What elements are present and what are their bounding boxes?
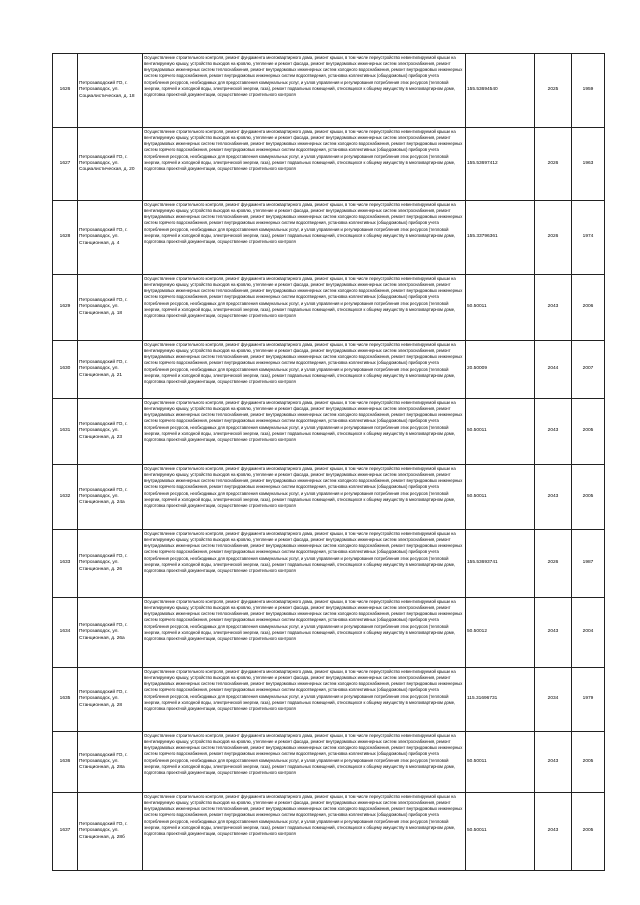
row-number-cell: 1630 (53, 341, 78, 399)
row-number-cell: 1627 (53, 128, 78, 201)
table-row (53, 732, 605, 793)
work-list-cell: Осуществление строительного контроля, ремонт фундамента многоквартирного дома, ремонт крыши, в том числе переустройство невентилируемой крыши на вентилируемую крышу, устройство выходов на кровлю, утепление и ремонт фасада, ремонт внутридомовых инженерных систем электроснабжения, ремонт внутридомовых инженерных систем теплоснабжения, ремонт внутридомовых инженерных систем холодного водоснабжения, ремонт внутридомовых инженерных систем горячего водоснабжения, ремонт внутридомовых инженерных систем водоотведения, установка коллективных (общедомовых) приборов учета потребления ресурсов, необходимых для предоставления коммунальных услуг, и узлов управления и регулирования потребления этих ресурсов (тепловой энергии, горячей и холодной воды, электрической энергии, газа), ремонт подвальных помещений, относящихся к общему имуществу в многоквартирном доме, подготовка проектной документации, осуществление строительного контроля (143, 530, 466, 598)
table-row (53, 128, 605, 201)
built-year-cell: 1959 (572, 54, 605, 128)
built-year-cell: 2007 (572, 341, 605, 399)
row-number-cell: 1626 (53, 54, 78, 128)
table-row (53, 201, 605, 275)
address-cell: Петрозаводский ГО, г. Петрозаводск, ул. Станционная, д. 21 (78, 341, 143, 399)
cost-cell: 155.53693741 (466, 530, 535, 598)
planned-year-cell: 2043 (535, 793, 572, 871)
built-year-cell: 2005 (572, 399, 605, 465)
planned-year-cell: 2043 (535, 598, 572, 668)
table-row (53, 668, 605, 732)
work-list-cell: Осуществление строительного контроля, ремонт фундамента многоквартирного дома, ремонт крыши, в том числе переустройство невентилируемой крыши на вентилируемую крышу, устройство выходов на кровлю, утепление и ремонт фасада, ремонт внутридомовых инженерных систем электроснабжения, ремонт внутридомовых инженерных систем теплоснабжения, ремонт внутридомовых инженерных систем холодного водоснабжения, ремонт внутридомовых инженерных систем горячего водоснабжения, ремонт внутридомовых инженерных систем водоотведения, установка коллективных (общедомовых) приборов учета потребления ресурсов, необходимых для предоставления коммунальных услуг, и узлов управления и регулирования потребления этих ресурсов (тепловой энергии, горячей и холодной воды, электрической энергии, газа), ремонт подвальных помещений, относящихся к общему имуществу в многоквартирном доме, подготовка проектной документации, осуществление строительного контроля (143, 275, 466, 341)
address-cell: Петрозаводский ГО, г. Петрозаводск, ул. Социалистическая, д. 20 (78, 128, 143, 201)
built-year-cell: 1979 (572, 668, 605, 732)
planned-year-cell: 2043 (535, 275, 572, 341)
work-list-cell: Осуществление строительного контроля, ремонт фундамента многоквартирного дома, ремонт крыши, в том числе переустройство невентилируемой крыши на вентилируемую крышу, устройство выходов на кровлю, утепление и ремонт фасада, ремонт внутридомовых инженерных систем электроснабжения, ремонт внутридомовых инженерных систем теплоснабжения, ремонт внутридомовых инженерных систем холодного водоснабжения, ремонт внутридомовых инженерных систем горячего водоснабжения, ремонт внутридомовых инженерных систем водоотведения, установка коллективных (общедомовых) приборов учета потребления ресурсов, необходимых для предоставления коммунальных услуг, и узлов управления и регулирования потребления этих ресурсов (тепловой энергии, горячей и холодной воды, электрической энергии, газа), ремонт подвальных помещений, относящихся к общему имуществу в многоквартирном доме, подготовка проектной документации, осуществление строительного контроля (143, 732, 466, 793)
planned-year-cell: 2043 (535, 732, 572, 793)
work-list-cell: Осуществление строительного контроля, ремонт фундамента многоквартирного дома, ремонт крыши, в том числе переустройство невентилируемой крыши на вентилируемую крышу, устройство выходов на кровлю, утепление и ремонт фасада, ремонт внутридомовых инженерных систем электроснабжения, ремонт внутридомовых инженерных систем теплоснабжения, ремонт внутридомовых инженерных систем холодного водоснабжения, ремонт внутридомовых инженерных систем горячего водоснабжения, ремонт внутридомовых инженерных систем водоотведения, установка коллективных (общедомовых) приборов учета потребления ресурсов, необходимых для предоставления коммунальных услуг, и узлов управления и регулирования потребления этих ресурсов (тепловой энергии, горячей и холодной воды, электрической энергии, газа), ремонт подвальных помещений, относящихся к общему имуществу в многоквартирном доме, подготовка проектной документации, осуществление строительного контроля (143, 128, 466, 201)
row-number-cell: 1631 (53, 399, 78, 465)
address-cell: Петрозаводский ГО, г. Петрозаводск, ул. Станционная, д. 23 (78, 399, 143, 465)
capital-repair-table (52, 53, 605, 871)
address-cell: Петрозаводский ГО, г. Петрозаводск, ул. Социалистическая, д. 18 (78, 54, 143, 128)
built-year-cell: 1987 (572, 530, 605, 598)
built-year-cell: 1974 (572, 201, 605, 275)
planned-year-cell: 2025 (535, 54, 572, 128)
table-row (53, 793, 605, 871)
address-cell: Петрозаводский ГО, г. Петрозаводск, ул. Станционная, д. 28б (78, 793, 143, 871)
planned-year-cell: 2044 (535, 341, 572, 399)
address-cell: Петрозаводский ГО, г. Петрозаводск, ул. Станционная, д. 28 (78, 668, 143, 732)
built-year-cell: 2004 (572, 598, 605, 668)
built-year-cell: 2005 (572, 465, 605, 530)
built-year-cell: 2005 (572, 793, 605, 871)
planned-year-cell: 2043 (535, 465, 572, 530)
table-row (53, 530, 605, 598)
row-number-cell: 1629 (53, 275, 78, 341)
built-year-cell: 2005 (572, 732, 605, 793)
cost-cell: 20.50009 (466, 341, 535, 399)
built-year-cell: 2006 (572, 275, 605, 341)
cost-cell: 50.50012 (466, 598, 535, 668)
cost-cell: 155.53697412 (466, 128, 535, 201)
work-list-cell: Осуществление строительного контроля, ремонт фундамента многоквартирного дома, ремонт крыши, в том числе переустройство невентилируемой крыши на вентилируемую крышу, устройство выходов на кровлю, утепление и ремонт фасада, ремонт внутридомовых инженерных систем электроснабжения, ремонт внутридомовых инженерных систем теплоснабжения, ремонт внутридомовых инженерных систем холодного водоснабжения, ремонт внутридомовых инженерных систем горячего водоснабжения, ремонт внутридомовых инженерных систем водоотведения, установка коллективных (общедомовых) приборов учета потребления ресурсов, необходимых для предоставления коммунальных услуг, и узлов управления и регулирования потребления этих ресурсов (тепловой энергии, горячей и холодной воды, электрической энергии, газа), ремонт подвальных помещений, относящихся к общему имуществу в многоквартирном доме, подготовка проектной документации, осуществление строительного контроля (143, 341, 466, 399)
cost-cell: 50.50011 (466, 465, 535, 530)
table-row (53, 275, 605, 341)
work-list-cell: Осуществление строительного контроля, ремонт фундамента многоквартирного дома, ремонт крыши, в том числе переустройство невентилируемой крыши на вентилируемую крышу, устройство выходов на кровлю, утепление и ремонт фасада, ремонт внутридомовых инженерных систем электроснабжения, ремонт внутридомовых инженерных систем теплоснабжения, ремонт внутридомовых инженерных систем холодного водоснабжения, ремонт внутридомовых инженерных систем горячего водоснабжения, ремонт внутридомовых инженерных систем водоотведения, установка коллективных (общедомовых) приборов учета потребления ресурсов, необходимых для предоставления коммунальных услуг, и узлов управления и регулирования потребления этих ресурсов (тепловой энергии, горячей и холодной воды, электрической энергии, газа), ремонт подвальных помещений, относящихся к общему имуществу в многоквартирном доме, подготовка проектной документации, осуществление строительного контроля (143, 598, 466, 668)
planned-year-cell: 2026 (535, 530, 572, 598)
work-list-cell: Осуществление строительного контроля, ремонт фундамента многоквартирного дома, ремонт крыши, в том числе переустройство невентилируемой крыши на вентилируемую крышу, устройство выходов на кровлю, утепление и ремонт фасада, ремонт внутридомовых инженерных систем электроснабжения, ремонт внутридомовых инженерных систем теплоснабжения, ремонт внутридомовых инженерных систем холодного водоснабжения, ремонт внутридомовых инженерных систем горячего водоснабжения, ремонт внутридомовых инженерных систем водоотведения, установка коллективных (общедомовых) приборов учета потребления ресурсов, необходимых для предоставления коммунальных услуг, и узлов управления и регулирования потребления этих ресурсов (тепловой энергии, горячей и холодной воды, электрической энергии, газа), ремонт подвальных помещений, относящихся к общему имуществу в многоквартирном доме, подготовка проектной документации, осуществление строительного контроля (143, 793, 466, 871)
work-list-cell: Осуществление строительного контроля, ремонт фундамента многоквартирного дома, ремонт крыши, в том числе переустройство невентилируемой крыши на вентилируемую крышу, устройство выходов на кровлю, утепление и ремонт фасада, ремонт внутридомовых инженерных систем электроснабжения, ремонт внутридомовых инженерных систем теплоснабжения, ремонт внутридомовых инженерных систем холодного водоснабжения, ремонт внутридомовых инженерных систем горячего водоснабжения, ремонт внутридомовых инженерных систем водоотведения, установка коллективных (общедомовых) приборов учета потребления ресурсов, необходимых для предоставления коммунальных услуг, и узлов управления и регулирования потребления этих ресурсов (тепловой энергии, горячей и холодной воды, электрической энергии, газа), ремонт подвальных помещений, относящихся к общему имуществу в многоквартирном доме, подготовка проектной документации, осуществление строительного контроля (143, 465, 466, 530)
cost-cell: 50.50011 (466, 793, 535, 871)
work-list-cell: Осуществление строительного контроля, ремонт фундамента многоквартирного дома, ремонт крыши, в том числе переустройство невентилируемой крыши на вентилируемую крышу, устройство выходов на кровлю, утепление и ремонт фасада, ремонт внутридомовых инженерных систем электроснабжения, ремонт внутридомовых инженерных систем теплоснабжения, ремонт внутридомовых инженерных систем холодного водоснабжения, ремонт внутридомовых инженерных систем горячего водоснабжения, ремонт внутридомовых инженерных систем водоотведения, установка коллективных (общедомовых) приборов учета потребления ресурсов, необходимых для предоставления коммунальных услуг, и узлов управления и регулирования потребления этих ресурсов (тепловой энергии, горячей и холодной воды, электрической энергии, газа), ремонт подвальных помещений, относящихся к общему имуществу в многоквартирном доме, подготовка проектной документации, осуществление строительного контроля (143, 399, 466, 465)
planned-year-cell: 2043 (535, 399, 572, 465)
row-number-cell: 1632 (53, 465, 78, 530)
address-cell: Петрозаводский ГО, г. Петрозаводск, ул. Станционная, д. 28а (78, 732, 143, 793)
cost-cell: 155.53694540 (466, 54, 535, 128)
cost-cell: 50.50011 (466, 732, 535, 793)
cost-cell: 50.50011 (466, 275, 535, 341)
cost-cell: 155.33796361 (466, 201, 535, 275)
built-year-cell: 1963 (572, 128, 605, 201)
table-body (53, 54, 605, 871)
table-row (53, 598, 605, 668)
row-number-cell: 1628 (53, 201, 78, 275)
row-number-cell: 1635 (53, 668, 78, 732)
cost-cell: 115.31696731 (466, 668, 535, 732)
planned-year-cell: 2026 (535, 201, 572, 275)
table-row (53, 465, 605, 530)
row-number-cell: 1633 (53, 530, 78, 598)
table-row (53, 399, 605, 465)
row-number-cell: 1637 (53, 793, 78, 871)
table-row (53, 341, 605, 399)
work-list-cell: Осуществление строительного контроля, ремонт фундамента многоквартирного дома, ремонт крыши, в том числе переустройство невентилируемой крыши на вентилируемую крышу, устройство выходов на кровлю, утепление и ремонт фасада, ремонт внутридомовых инженерных систем электроснабжения, ремонт внутридомовых инженерных систем теплоснабжения, ремонт внутридомовых инженерных систем холодного водоснабжения, ремонт внутридомовых инженерных систем горячего водоснабжения, ремонт внутридомовых инженерных систем водоотведения, установка коллективных (общедомовых) приборов учета потребления ресурсов, необходимых для предоставления коммунальных услуг, и узлов управления и регулирования потребления этих ресурсов (тепловой энергии, горячей и холодной воды, электрической энергии, газа), ремонт подвальных помещений, относящихся к общему имуществу в многоквартирном доме, подготовка проектной документации, осуществление строительного контроля (143, 668, 466, 732)
work-list-cell: Осуществление строительного контроля, ремонт фундамента многоквартирного дома, ремонт крыши, в том числе переустройство невентилируемой крыши на вентилируемую крышу, устройство выходов на кровлю, утепление и ремонт фасада, ремонт внутридомовых инженерных систем электроснабжения, ремонт внутридомовых инженерных систем теплоснабжения, ремонт внутридомовых инженерных систем холодного водоснабжения, ремонт внутридомовых инженерных систем горячего водоснабжения, ремонт внутридомовых инженерных систем водоотведения, установка коллективных (общедомовых) приборов учета потребления ресурсов, необходимых для предоставления коммунальных услуг, и узлов управления и регулирования потребления этих ресурсов (тепловой энергии, горячей и холодной воды, электрической энергии, газа), ремонт подвальных помещений, относящихся к общему имуществу в многоквартирном доме, подготовка проектной документации, осуществление строительного контроля (143, 201, 466, 275)
address-cell: Петрозаводский ГО, г. Петрозаводск, ул. Станционная, д. 26 (78, 530, 143, 598)
planned-year-cell: 2034 (535, 668, 572, 732)
planned-year-cell: 2026 (535, 128, 572, 201)
address-cell: Петрозаводский ГО, г. Петрозаводск, ул. Станционная, д. 26а (78, 598, 143, 668)
row-number-cell: 1636 (53, 732, 78, 793)
address-cell: Петрозаводский ГО, г. Петрозаводск, ул. Станционная, д. 4 (78, 201, 143, 275)
work-list-cell: Осуществление строительного контроля, ремонт фундамента многоквартирного дома, ремонт крыши, в том числе переустройство невентилируемой крыши на вентилируемую крышу, устройство выходов на кровлю, утепление и ремонт фасада, ремонт внутридомовых инженерных систем электроснабжения, ремонт внутридомовых инженерных систем теплоснабжения, ремонт внутридомовых инженерных систем холодного водоснабжения, ремонт внутридомовых инженерных систем горячего водоснабжения, ремонт внутридомовых инженерных систем водоотведения, установка коллективных (общедомовых) приборов учета потребления ресурсов, необходимых для предоставления коммунальных услуг, и узлов управления и регулирования потребления этих ресурсов (тепловой энергии, горячей и холодной воды, электрической энергии, газа), ремонт подвальных помещений, относящихся к общему имуществу в многоквартирном доме, подготовка проектной документации, осуществление строительного контроля (143, 54, 466, 128)
row-number-cell: 1634 (53, 598, 78, 668)
table-row (53, 54, 605, 128)
address-cell: Петрозаводский ГО, г. Петрозаводск, ул. Станционная, д. 18 (78, 275, 143, 341)
address-cell: Петрозаводский ГО, г. Петрозаводск, ул. Станционная, д. 24а (78, 465, 143, 530)
cost-cell: 50.50011 (466, 399, 535, 465)
